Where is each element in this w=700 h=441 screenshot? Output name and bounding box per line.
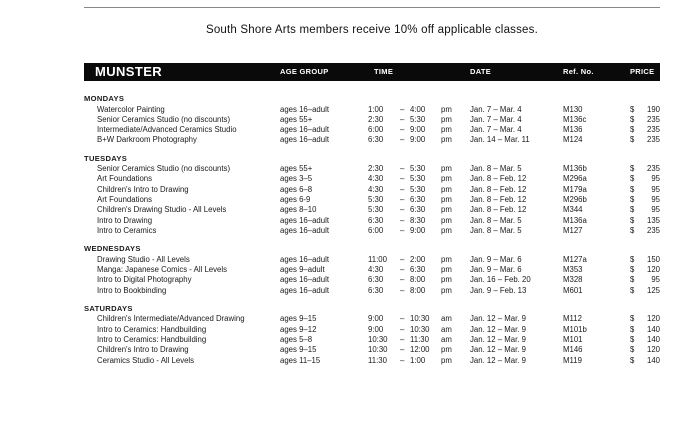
ref-number: M344 bbox=[563, 205, 583, 215]
end-time: 10:30 bbox=[410, 324, 430, 334]
end-time: 8:00 bbox=[410, 285, 426, 295]
age-group: ages 9–adult bbox=[280, 265, 325, 275]
am-pm: pm bbox=[441, 184, 452, 194]
class-title: Intro to Ceramics: Handbuilding bbox=[97, 335, 207, 345]
start-time: 1:00 bbox=[368, 104, 384, 114]
day-heading: TUESDAYS bbox=[84, 153, 128, 163]
end-time: 1:00 bbox=[410, 355, 426, 365]
am-pm: pm bbox=[441, 164, 452, 174]
am-pm: pm bbox=[441, 135, 452, 145]
time-dash: – bbox=[400, 254, 405, 264]
class-title: Drawing Studio - All Levels bbox=[97, 254, 190, 264]
top-divider bbox=[84, 7, 660, 8]
end-time: 10:30 bbox=[410, 314, 430, 324]
time-dash: – bbox=[400, 265, 405, 275]
class-row bbox=[84, 115, 660, 125]
age-group: ages 6–8 bbox=[280, 184, 313, 194]
ref-number: M112 bbox=[563, 314, 582, 324]
ref-number: M146 bbox=[563, 345, 583, 355]
date-range: Jan. 16 – Feb. 20 bbox=[470, 275, 531, 285]
date-range: Jan. 8 – Feb. 12 bbox=[470, 174, 527, 184]
price: 95 bbox=[651, 184, 660, 194]
day-section-wednesdays bbox=[84, 244, 660, 296]
date-range: Jan. 9 – Mar. 6 bbox=[470, 254, 522, 264]
class-row bbox=[84, 275, 660, 285]
class-title: Watercolor Painting bbox=[97, 104, 165, 114]
end-time: 2:00 bbox=[410, 254, 426, 264]
am-pm: pm bbox=[441, 174, 452, 184]
time-dash: – bbox=[400, 104, 405, 114]
ref-number: M101b bbox=[563, 324, 587, 334]
end-time: 8:00 bbox=[410, 275, 426, 285]
end-time: 5:30 bbox=[410, 114, 426, 124]
end-time: 9:00 bbox=[410, 135, 426, 145]
start-time: 11:00 bbox=[368, 254, 387, 264]
time-dash: – bbox=[400, 324, 405, 334]
end-time: 5:30 bbox=[410, 174, 426, 184]
time-dash: – bbox=[400, 164, 405, 174]
class-row bbox=[84, 125, 660, 135]
am-pm: pm bbox=[441, 254, 452, 264]
age-group: ages 5–8 bbox=[280, 335, 313, 345]
start-time: 10:30 bbox=[368, 345, 388, 355]
date-range: Jan. 12 – Mar. 9 bbox=[470, 314, 526, 324]
time-dash: – bbox=[400, 345, 405, 355]
currency-symbol: $ bbox=[630, 164, 635, 174]
end-time: 8:30 bbox=[410, 215, 426, 225]
time-dash: – bbox=[400, 195, 405, 205]
currency-symbol: $ bbox=[630, 114, 635, 124]
class-row bbox=[84, 174, 660, 184]
ref-number: M136c bbox=[563, 114, 587, 124]
age-group: ages 8–10 bbox=[280, 205, 317, 215]
class-title: Senior Ceramics Studio (no discounts) bbox=[97, 114, 231, 124]
price: 95 bbox=[651, 205, 660, 215]
am-pm: pm bbox=[441, 215, 452, 225]
start-time: 2:30 bbox=[368, 164, 384, 174]
class-row bbox=[84, 286, 660, 296]
am-pm: am bbox=[441, 314, 452, 324]
end-time: 11:30 bbox=[410, 335, 429, 345]
price: 140 bbox=[646, 355, 660, 365]
class-row bbox=[84, 164, 660, 174]
start-time: 6:30 bbox=[368, 285, 384, 295]
price: 125 bbox=[646, 285, 660, 295]
class-title: Intro to Ceramics bbox=[97, 225, 157, 235]
currency-symbol: $ bbox=[630, 265, 635, 275]
class-row bbox=[84, 195, 660, 205]
ref-number: M601 bbox=[563, 285, 583, 295]
start-time: 4:30 bbox=[368, 184, 384, 194]
start-time: 6:30 bbox=[368, 215, 384, 225]
member-discount-notice: South Shore Arts members receive 10% off applicable classes. bbox=[205, 24, 539, 36]
age-group: ages 16–adult bbox=[280, 125, 329, 135]
price: 190 bbox=[646, 104, 660, 114]
am-pm: pm bbox=[441, 275, 452, 285]
start-time: 5:30 bbox=[368, 205, 384, 215]
start-time: 11:30 bbox=[368, 355, 387, 365]
class-row bbox=[84, 265, 660, 275]
class-title: Senior Ceramics Studio (no discounts) bbox=[97, 164, 231, 174]
end-time: 9:00 bbox=[410, 125, 426, 135]
date-range: Jan. 7 – Mar. 4 bbox=[470, 104, 522, 114]
age-group: ages 11–15 bbox=[280, 355, 321, 365]
age-group: ages 6-9 bbox=[280, 195, 311, 205]
date-range: Jan. 8 – Mar. 5 bbox=[470, 225, 522, 235]
currency-symbol: $ bbox=[630, 184, 635, 194]
age-group: ages 9–15 bbox=[280, 345, 317, 355]
am-pm: am bbox=[441, 335, 452, 345]
class-row bbox=[84, 255, 660, 265]
ref-number: M127a bbox=[563, 254, 587, 264]
ref-number: M296b bbox=[563, 195, 587, 205]
time-dash: – bbox=[400, 174, 405, 184]
am-pm: pm bbox=[441, 114, 452, 124]
currency-symbol: $ bbox=[630, 135, 635, 145]
currency-symbol: $ bbox=[630, 355, 635, 365]
age-group: ages 16–adult bbox=[280, 225, 329, 235]
class-title: Manga: Japanese Comics - All Levels bbox=[97, 265, 228, 275]
class-row bbox=[84, 105, 660, 115]
class-row bbox=[84, 356, 660, 366]
class-title: Intro to Digital Photography bbox=[97, 275, 192, 285]
class-row bbox=[84, 314, 660, 324]
price: 135 bbox=[646, 215, 660, 225]
start-time: 6:30 bbox=[368, 135, 384, 145]
date-range: Jan. 12 – Mar. 9 bbox=[470, 355, 526, 365]
start-time: 10:30 bbox=[368, 335, 388, 345]
ref-number: M328 bbox=[563, 275, 583, 285]
currency-symbol: $ bbox=[630, 104, 635, 114]
ref-number: M124 bbox=[563, 135, 583, 145]
date-range: Jan. 8 – Mar. 5 bbox=[470, 215, 522, 225]
ref-number: M130 bbox=[563, 104, 583, 114]
currency-symbol: $ bbox=[630, 285, 635, 295]
currency-symbol: $ bbox=[630, 314, 635, 324]
class-row bbox=[84, 135, 660, 145]
day-section-tuesdays bbox=[84, 154, 660, 237]
end-time: 6:30 bbox=[410, 265, 426, 275]
price: 95 bbox=[651, 195, 660, 205]
currency-symbol: $ bbox=[630, 345, 635, 355]
class-title: Children's Intro to Drawing bbox=[97, 345, 189, 355]
class-title: Intro to Bookbinding bbox=[97, 285, 167, 295]
am-pm: pm bbox=[441, 225, 452, 235]
price: 120 bbox=[646, 345, 660, 355]
end-time: 12:00 bbox=[410, 345, 430, 355]
class-row bbox=[84, 345, 660, 355]
class-row bbox=[84, 325, 660, 335]
age-group: ages 16–adult bbox=[280, 275, 329, 285]
ref-number: M136b bbox=[563, 164, 587, 174]
price: 120 bbox=[646, 265, 660, 275]
price: 235 bbox=[646, 114, 660, 124]
price: 95 bbox=[651, 275, 660, 285]
time-dash: – bbox=[400, 125, 405, 135]
class-title: Intro to Drawing bbox=[97, 215, 153, 225]
currency-symbol: $ bbox=[630, 125, 635, 135]
currency-symbol: $ bbox=[630, 254, 635, 264]
column-age-group: AGE GROUP bbox=[280, 67, 329, 76]
class-title: B+W Darkroom Photography bbox=[97, 135, 197, 145]
am-pm: pm bbox=[441, 205, 452, 215]
class-title: Intro to Ceramics: Handbuilding bbox=[97, 324, 207, 334]
start-time: 9:00 bbox=[368, 324, 384, 334]
start-time: 9:00 bbox=[368, 314, 384, 324]
price: 140 bbox=[646, 324, 660, 334]
class-row bbox=[84, 335, 660, 345]
currency-symbol: $ bbox=[630, 205, 635, 215]
class-title: Art Foundations bbox=[97, 195, 153, 205]
ref-number: M136a bbox=[563, 215, 587, 225]
end-time: 4:00 bbox=[410, 104, 426, 114]
time-dash: – bbox=[400, 285, 405, 295]
price: 235 bbox=[646, 225, 660, 235]
ref-number: M127 bbox=[563, 225, 583, 235]
time-dash: – bbox=[400, 225, 405, 235]
day-heading: MONDAYS bbox=[84, 94, 125, 103]
column-date: DATE bbox=[470, 67, 492, 76]
currency-symbol: $ bbox=[630, 195, 635, 205]
date-range: Jan. 9 – Feb. 13 bbox=[470, 285, 527, 295]
currency-symbol: $ bbox=[630, 174, 635, 184]
schedule-header-bar bbox=[84, 63, 660, 81]
time-dash: – bbox=[400, 275, 405, 285]
price: 235 bbox=[646, 135, 660, 145]
am-pm: pm bbox=[441, 285, 452, 295]
ref-number: M136 bbox=[563, 125, 583, 135]
time-dash: – bbox=[400, 205, 405, 215]
end-time: 5:30 bbox=[410, 164, 426, 174]
ref-number: M296a bbox=[563, 174, 587, 184]
age-group: ages 16–adult bbox=[280, 254, 329, 264]
day-heading: WEDNESDAYS bbox=[84, 244, 141, 254]
age-group: ages 55+ bbox=[280, 114, 313, 124]
age-group: ages 55+ bbox=[280, 164, 313, 174]
class-title: Children's Intermediate/Advanced Drawing bbox=[97, 314, 245, 324]
start-time: 6:30 bbox=[368, 275, 384, 285]
currency-symbol: $ bbox=[630, 335, 635, 345]
class-row bbox=[84, 216, 660, 226]
end-time: 6:30 bbox=[410, 195, 426, 205]
start-time: 6:00 bbox=[368, 125, 384, 135]
date-range: Jan. 8 – Feb. 12 bbox=[470, 205, 527, 215]
price: 235 bbox=[646, 125, 660, 135]
date-range: Jan. 12 – Mar. 9 bbox=[470, 335, 526, 345]
day-section-mondays bbox=[84, 94, 660, 146]
time-dash: – bbox=[400, 215, 405, 225]
day-section-saturdays bbox=[84, 304, 660, 366]
date-range: Jan. 7 – Mar. 4 bbox=[470, 114, 522, 124]
class-title: Children's Intro to Drawing bbox=[97, 184, 189, 194]
start-time: 5:30 bbox=[368, 195, 384, 205]
column-price: PRICE bbox=[630, 67, 655, 76]
class-title: Children's Drawing Studio - All Levels bbox=[97, 205, 227, 215]
age-group: ages 16–adult bbox=[280, 104, 329, 114]
age-group: ages 16–adult bbox=[280, 135, 329, 145]
date-range: Jan. 12 – Mar. 9 bbox=[470, 345, 526, 355]
ref-number: M353 bbox=[563, 265, 583, 275]
date-range: Jan. 8 – Feb. 12 bbox=[470, 184, 527, 194]
location-title: MUNSTER bbox=[95, 64, 163, 79]
age-group: ages 3–5 bbox=[280, 174, 313, 184]
end-time: 6:30 bbox=[410, 205, 426, 215]
column-time: TIME bbox=[374, 67, 394, 76]
class-row bbox=[84, 185, 660, 195]
time-dash: – bbox=[400, 355, 405, 365]
time-dash: – bbox=[400, 314, 405, 324]
date-range: Jan. 14 – Mar. 11 bbox=[470, 135, 530, 145]
age-group: ages 16–adult bbox=[280, 285, 329, 295]
am-pm: pm bbox=[441, 355, 452, 365]
date-range: Jan. 12 – Mar. 9 bbox=[470, 324, 526, 334]
age-group: ages 9–15 bbox=[280, 314, 317, 324]
am-pm: pm bbox=[441, 195, 452, 205]
time-dash: – bbox=[400, 114, 405, 124]
price: 120 bbox=[646, 314, 660, 324]
currency-symbol: $ bbox=[630, 275, 635, 285]
currency-symbol: $ bbox=[630, 215, 635, 225]
start-time: 2:30 bbox=[368, 114, 384, 124]
class-schedule bbox=[84, 94, 660, 374]
am-pm: pm bbox=[441, 265, 452, 275]
price: 150 bbox=[646, 254, 660, 264]
currency-symbol: $ bbox=[630, 225, 635, 235]
class-row bbox=[84, 205, 660, 215]
start-time: 4:30 bbox=[368, 265, 384, 275]
currency-symbol: $ bbox=[630, 324, 635, 334]
am-pm: am bbox=[441, 324, 452, 334]
date-range: Jan. 7 – Mar. 4 bbox=[470, 125, 522, 135]
ref-number: M101 bbox=[563, 335, 583, 345]
class-title: Ceramics Studio - All Levels bbox=[97, 355, 195, 365]
start-time: 6:00 bbox=[368, 225, 384, 235]
am-pm: pm bbox=[441, 104, 452, 114]
class-title: Intermediate/Advanced Ceramics Studio bbox=[97, 125, 237, 135]
age-group: ages 9–12 bbox=[280, 324, 317, 334]
age-group: ages 16–adult bbox=[280, 215, 329, 225]
class-title: Art Foundations bbox=[97, 174, 153, 184]
price: 235 bbox=[646, 164, 660, 174]
time-dash: – bbox=[400, 135, 405, 145]
price: 95 bbox=[651, 174, 660, 184]
ref-number: M119 bbox=[563, 355, 582, 365]
price: 140 bbox=[646, 335, 660, 345]
column-ref-no: Ref. No. bbox=[563, 67, 594, 76]
end-time: 9:00 bbox=[410, 225, 426, 235]
date-range: Jan. 9 – Mar. 6 bbox=[470, 265, 522, 275]
date-range: Jan. 8 – Mar. 5 bbox=[470, 164, 522, 174]
time-dash: – bbox=[400, 184, 405, 194]
day-heading: SATURDAYS bbox=[84, 303, 133, 313]
end-time: 5:30 bbox=[410, 184, 426, 194]
ref-number: M179a bbox=[563, 184, 587, 194]
am-pm: pm bbox=[441, 345, 452, 355]
am-pm: pm bbox=[441, 125, 452, 135]
time-dash: – bbox=[400, 335, 405, 345]
date-range: Jan. 8 – Feb. 12 bbox=[470, 195, 527, 205]
start-time: 4:30 bbox=[368, 174, 384, 184]
class-row bbox=[84, 226, 660, 236]
